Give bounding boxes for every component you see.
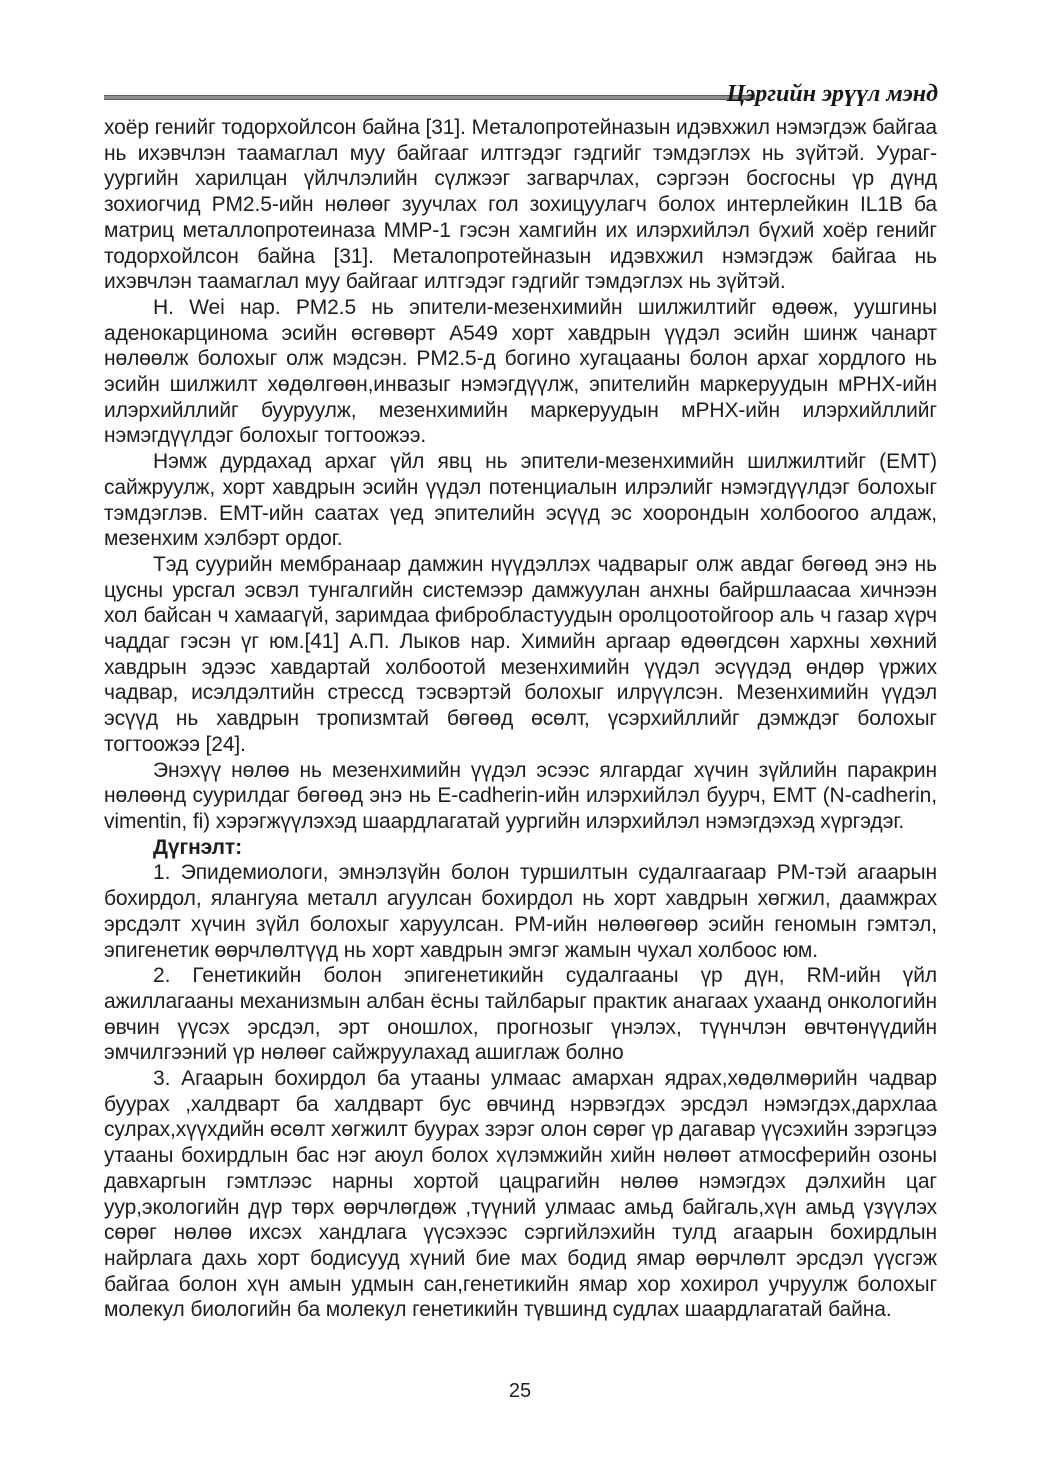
- conclusion-heading: Дүгнэлт:: [153, 835, 242, 859]
- body-paragraph: Н. Wei нар. PM2.5 нь эпители-мезенхимийн шилжилтийг өдөөж, уушгины аденокарцинома эсийн өсгөвөрт А549 хорт хавдрын үүдэл эсийн шинж чанарт нөлөөлж болохыг олж мэдсэн. PM2.5-д богино хугацааны болон архаг хордлого нь эсийн шилжилт хөдөлгөөн,инвазыг нэмэгдүүлж, эпителийн маркеруудын мРНХ-ийн илэрхийллийг бууруулж, мезенхимийн маркеруудын мРНХ-ийн илэрхийллийг нэмэгдүүлдэг болохыг тогтоожээ.: [104, 295, 937, 448]
- conclusion-item: 2. Генетикийн болон эпигенетикийн судалгааны үр дүн, RM-ийн үйл ажиллагааны механизмын албан ёсны тайлбарыг практик анагаах ухаанд онкологийн өвчин үүсэх эрсдэл, эрт оношлох, прогнозыг үнэлэх, түүнчлэн өвчтөнүүдийн эмчилгээний үр нөлөөг сайжруулахад ашиглаж болно: [104, 964, 937, 1065]
- body-paragraph: Тэд суурийн мембранаар дамжин нүүдэллэх чадварыг олж авдаг бөгөөд энэ нь цусны урсгал эсвэл тунгалгийн системээр дамжуулан анхны байршлаасаа хичнээн хол байсан ч хамаагүй, заримдаа фибробластуудын оролцоотойгоор аль ч газар хүрч чаддаг гэсэн үг юм.[41] А.П. Лыков нар. Химийн аргаар өдөөгдсөн хархны хөхний хавдрын эдээс хавдартай холбоотой мезенхимийн үүдэл эсүүдэд өндөр үржих чадвар, исэлдэлтийн стрессд тэсвэртэй болохыг илрүүлсэн. Мезенхимийн үүдэл эсүүд нь хавдрын тропизмтай бөгөөд өсөлт, үсэрхийллийг дэмждэг болохыг тогтоожээ [24].: [104, 552, 937, 756]
- conclusion-item: 1. Эпидемиологи, эмнэлзүйн болон туршилтын судалгаагаар PM-тэй агаарын бохирдол, ялангуяа металл агуулсан бохирдол нь хорт хавдрын хөгжил, даамжрах эрсдэлт хүчин зүйл болохыг харуулсан. PM-ийн нөлөөгөөр эсийн геномын гэмтэл, эпигенетик өөрчлөлтүүд нь хорт хавдрын эмгэг жамын чухал холбоос юм.: [104, 861, 937, 962]
- conclusion-item: 3. Агаарын бохирдол ба утааны улмаас амархан ядрах,хөдөлмөрийн чадвар буурах ,халдварт ба халдварт бус өвчинд нэрвэгдэх эрсдэл нэмэгдэх,дархлаа сулрах,хүүхдийн өсөлт хөгжилт буурах зэрэг олон сөрөг үр дагавар үүсэхийн зэрэгцээ утааны бохирдлын бас нэг аюул болох хүлэмжийн хийн нөлөөт атмосферийн озоны давхаргын гэмтлээс нарны хортой цацрагийн нөлөө нэмэгдэх дэлхийн цаг уур,экологийн дүр төрх өөрчлөгдөж ,түүний улмаас амьд байгаль,хүн амьд үзүүлэх сөрөг нөлөө ихсэх хандлага үүсэхээс сэргийлэхийн тулд агаарын бохирдлын найрлага дахь хорт бодисууд хүний бие мах бодид ямар өөрчлөлт эрсдэл үүсгэж байгаа болон хүн амын удмын сан,генетикийн ямар хор хохирол учруулж болохыг молекул биологийн ба молекул генетикийн түвшинд судлах шаардлагатай байна.: [104, 1067, 937, 1322]
- body-paragraph: Нэмж дурдахад архаг үйл явц нь эпители-мезенхимийн шилжилтийг (EMT) сайжруулж, хорт хавдрын эсийн үүдэл потенциалын илрэлийг нэмэгдүүлдэг болохыг тэмдэглэв. EMT-ийн саатах үед эпителийн эсүүд эс хоорондын холбоогоо алдаж, мезенхим хэлбэрт ордог.: [104, 450, 937, 551]
- journal-header-title: Цэргийн эрүүл мэнд: [726, 81, 938, 107]
- header-divider-rule: [104, 94, 755, 101]
- body-paragraph: хоёр генийг тодорхойлсон байна [31]. Металопротейназын идэвхжил нэмэгдэж байгаа нь ихэвчлэн таамаглал муу байгааг илтгэдэг гэдгийг тэмдэглэх нь зүйтэй. Уураг-уургийн харилцан үйлчлэлийн сүлжээг загварчлах, сэргээн босгосны үр дүнд зохиогчид PM2.5-ийн нөлөөг зуучлах гол зохицуулагч болох интерлейкин IL1B ба матриц металлопротеиназа MMP-1 гэсэн хамгийн их илэрхийлэл бүхий хоёр генийг тодорхойлсон байна [31]. Металопротейназын идэвхжил нэмэгдэж байгаа нь ихэвчлэн таамаглал муу байгааг илтгэдэг гэдгийг тэмдэглэх нь зүйтэй.: [104, 116, 937, 294]
- body-paragraph: Энэхүү нөлөө нь мезенхимийн үүдэл эсээс ялгардаг хүчин зүйлийн паракрин нөлөөнд суурилдаг бөгөөд энэ нь E-cadherin-ийн илэрхийлэл буурч, EMT (N-cadherin, vimentin, fi) хэрэгжүүлэхэд шаардлагатай уургийн илэрхийлэл нэмэгдэхэд хүргэдэг.: [104, 758, 937, 833]
- page-body-text: [104, 115, 937, 1323]
- page-number: 25: [508, 1380, 532, 1402]
